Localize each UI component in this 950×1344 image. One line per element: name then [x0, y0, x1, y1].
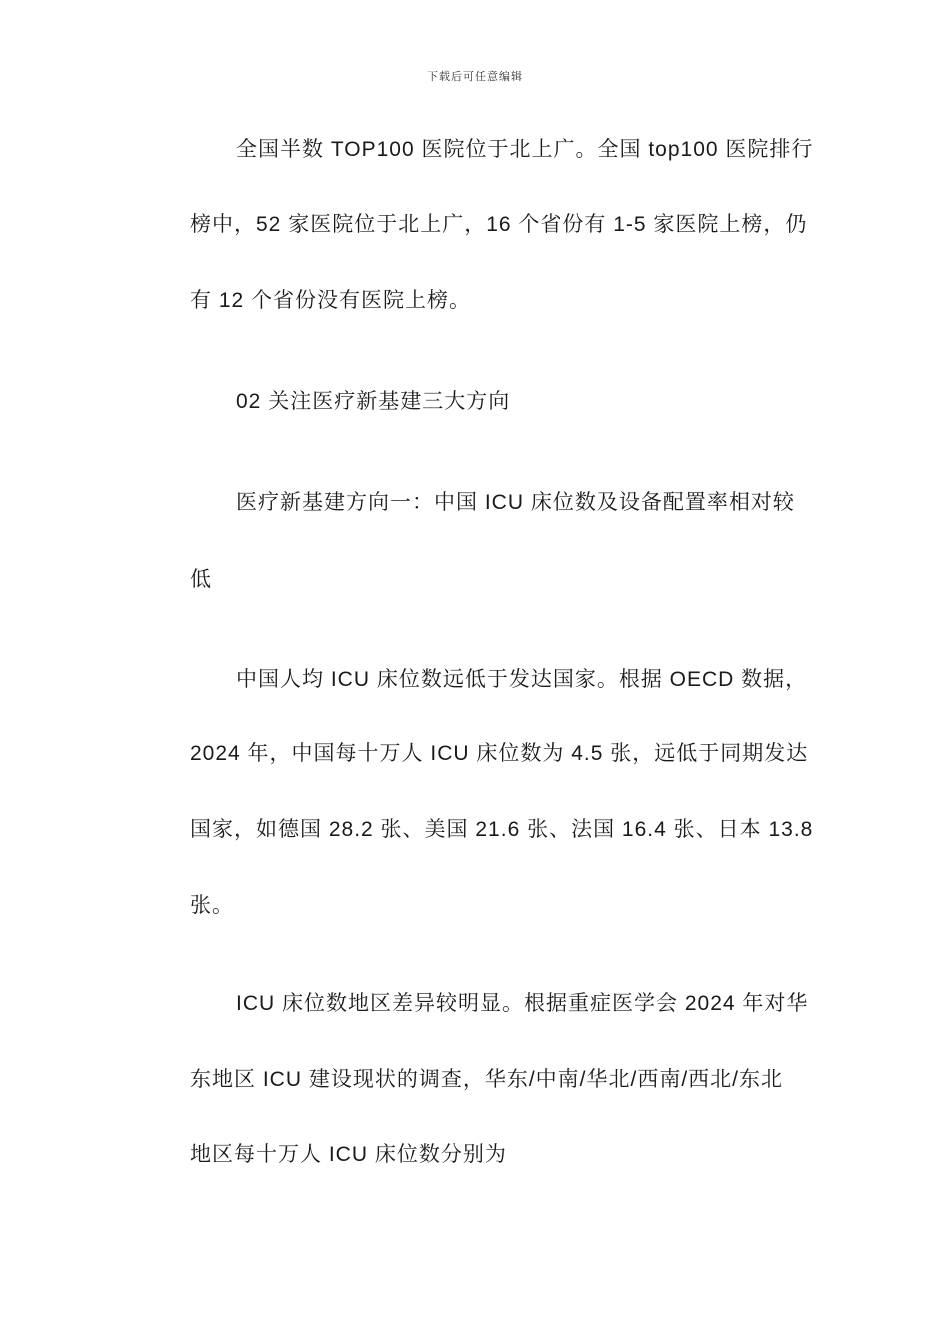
page-header: 下载后可任意编辑 [427, 71, 523, 83]
para-2-line-2: 低 [190, 568, 212, 591]
para-1-line-1: 全国半数 TOP100 医院位于北上广。全国 top100 医院排行 [236, 138, 814, 161]
section-heading: 02 关注医疗新基建三大方向 [236, 390, 511, 413]
para-1-line-2: 榜中，52 家医院位于北上广，16 个省份有 1-5 家医院上榜，仍 [190, 213, 808, 236]
para-3-line-3: 国家，如德国 28.2 张、美国 21.6 张、法国 16.4 张、日本 13.8 [190, 818, 814, 841]
para-2-line-1: 医疗新基建方向一：中国 ICU 床位数及设备配置率相对较 [236, 491, 795, 514]
para-3-line-1: 中国人均 ICU 床位数远低于发达国家。根据 OECD 数据， [236, 668, 808, 691]
para-3-line-4: 张。 [190, 894, 234, 917]
para-4-line-3: 地区每十万人 ICU 床位数分别为 [190, 1143, 507, 1166]
para-4-line-2: 东地区 ICU 建设现状的调查，华东/中南/华北/西南/西北/东北 [190, 1068, 784, 1091]
para-3-line-2: 2024 年，中国每十万人 ICU 床位数为 4.5 张，远低于同期发达 [190, 742, 809, 765]
para-4-line-1: ICU 床位数地区差异较明显。根据重症医学会 2024 年对华 [236, 992, 809, 1015]
para-1-line-3: 有 12 个省份没有医院上榜。 [190, 289, 472, 312]
